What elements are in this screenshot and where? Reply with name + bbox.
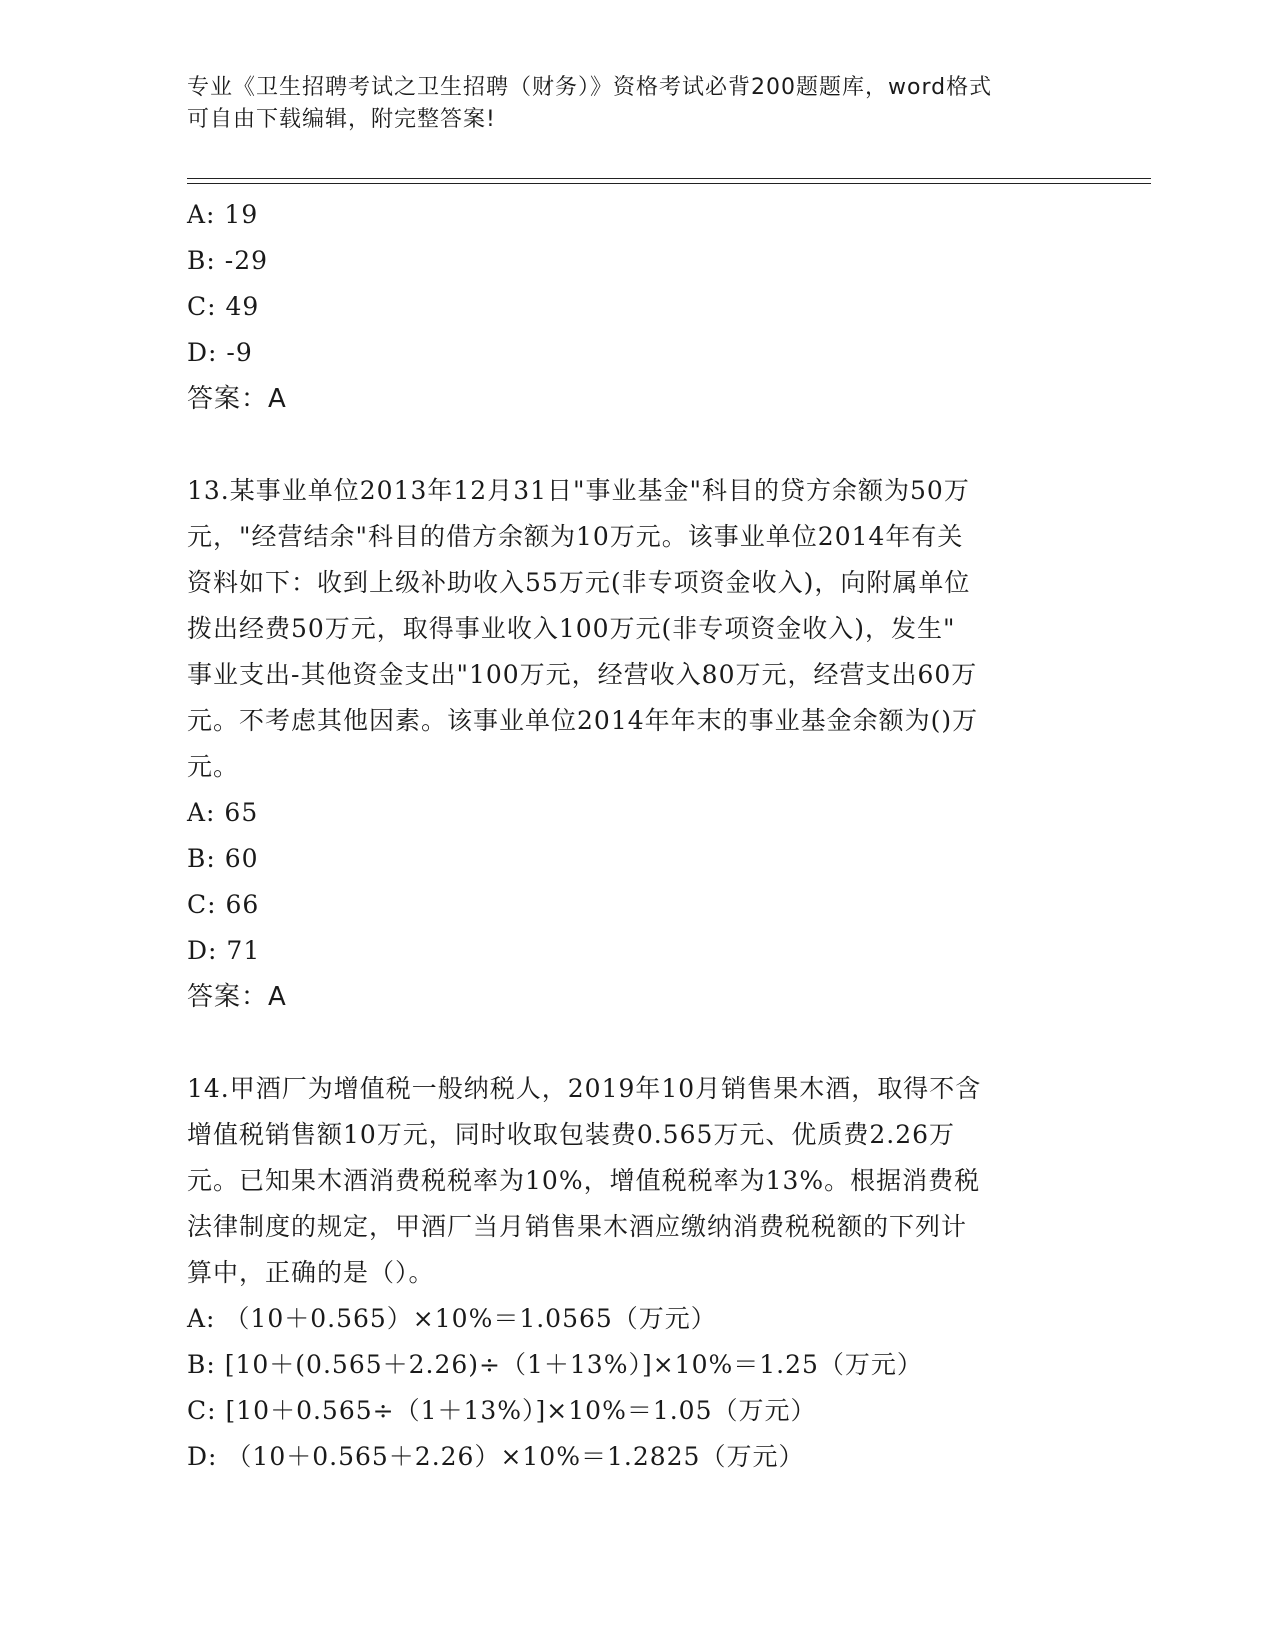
option-a: A: 19: [187, 200, 259, 229]
question-text-line: 14.甲酒厂为增值税一般纳税人，2019年10月销售果木酒，取得不含: [187, 1074, 982, 1103]
header-rule-top: [187, 178, 1151, 179]
option-d: D: （10＋0.565＋2.26）×10%＝1.2825（万元）: [187, 1442, 805, 1471]
option-d: D: 71: [187, 936, 261, 965]
header-line-1: 专业《卫生招聘考试之卫生招聘（财务）》资格考试必背200题题库，word格式: [187, 75, 993, 100]
option-b: B: 60: [187, 844, 259, 873]
question-text-line: 法律制度的规定，甲酒厂当月销售果木酒应缴纳消费税税额的下列计: [187, 1212, 968, 1241]
option-c: C: 49: [187, 292, 260, 321]
question-text-line: 拨出经费50万元，取得事业收入100万元(非专项资金收入)，发生": [187, 614, 956, 643]
answer: 答案：A: [187, 982, 287, 1012]
question-text-line: 增值税销售额10万元，同时收取包装费0.565万元、优质费2.26万: [187, 1120, 956, 1149]
question-text-line: 13.某事业单位2013年12月31日"事业基金"科目的贷方余额为50万: [187, 476, 970, 505]
option-d: D: -9: [187, 338, 253, 367]
option-c: C: [10＋0.565÷（1＋13%）]×10%＝1.05（万元）: [187, 1396, 817, 1425]
question-14: [187, 1066, 1087, 1480]
option-c: C: 66: [187, 890, 260, 919]
question-text-line: 事业支出-其他资金支出"100万元，经营收入80万元，经营支出60万: [187, 660, 978, 689]
question-text-line: 元。不考虑其他因素。该事业单位2014年年末的事业基金余额为()万: [187, 706, 979, 735]
header-line-2: 可自由下载编辑，附完整答案!: [187, 107, 496, 132]
question-12: [187, 192, 1087, 422]
spacer: [187, 1020, 1087, 1066]
header-rule-bottom: [187, 183, 1151, 184]
question-text-line: 元。: [187, 752, 240, 781]
option-a: A: 65: [187, 798, 259, 827]
question-text-line: 资料如下：收到上级补助收入55万元(非专项资金收入)，向附属单位: [187, 568, 971, 597]
option-a: A: （10＋0.565）×10%＝1.0565（万元）: [187, 1304, 717, 1333]
question-text-line: 元，"经营结余"科目的借方余额为10万元。该事业单位2014年有关: [187, 522, 964, 551]
spacer: [187, 422, 1087, 468]
question-text-line: 元。已知果木酒消费税税率为10%，增值税税率为13%。根据消费税: [187, 1166, 981, 1195]
document-body: [187, 192, 1087, 1480]
document-header: [187, 72, 1087, 136]
answer: 答案：A: [187, 384, 287, 414]
option-b: B: -29: [187, 246, 268, 275]
question-text-line: 算中，正确的是（）。: [187, 1258, 435, 1287]
question-13: [187, 468, 1087, 1020]
option-b: B: [10＋(0.565＋2.26)÷（1＋13%）]×10%＝1.25（万元）: [187, 1350, 923, 1379]
